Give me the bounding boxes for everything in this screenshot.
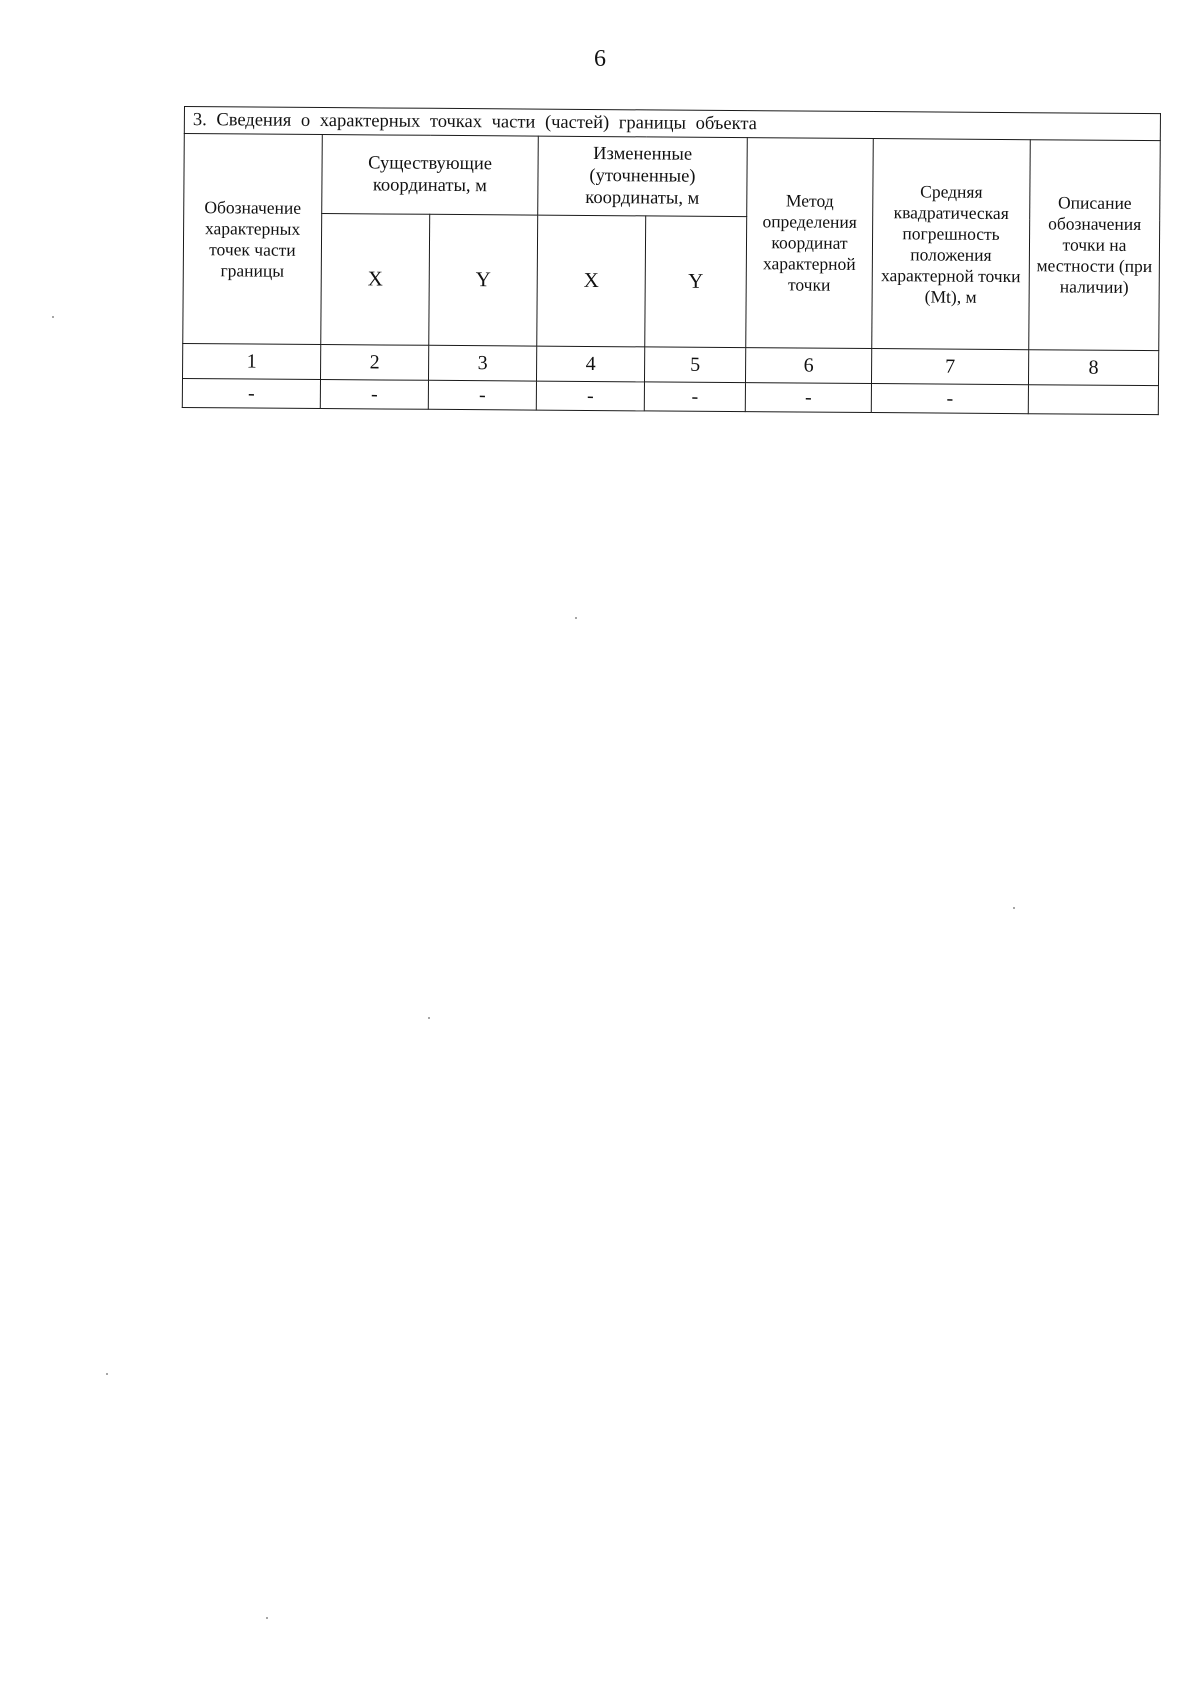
scan-speck <box>428 1017 430 1019</box>
column-number: 3 <box>428 345 536 381</box>
table-cell: - <box>745 383 871 413</box>
scan-speck <box>266 1617 268 1619</box>
table-cell: - <box>871 384 1028 414</box>
column-number: 6 <box>745 348 871 384</box>
header-existing-coordinates: Существующие координаты, м <box>322 135 539 216</box>
column-number: 1 <box>183 343 321 379</box>
table-cell <box>1028 385 1158 415</box>
header-changed-coordinates: Измененные (уточненные) координаты, м <box>538 136 748 217</box>
header-method: Метод определения координат характерной точки <box>746 138 874 349</box>
scan-speck <box>575 617 577 619</box>
table-cell: - <box>644 382 745 412</box>
table-cell: - <box>536 381 644 411</box>
scan-speck <box>106 1373 108 1375</box>
header-row <box>184 134 1161 220</box>
table-cell: - <box>182 378 320 408</box>
header-point-designation: Обозначение характерных точек части границы <box>183 134 323 345</box>
scan-speck <box>1013 907 1015 909</box>
table-cell: - <box>428 380 536 410</box>
column-number: 7 <box>871 349 1028 385</box>
header-mean-square-error: Средняя квадратическая погрешность положения характерной точки (Mt), м <box>872 139 1031 350</box>
header-existing-x: X <box>321 214 430 346</box>
table-title: 3. Сведения о характерных точках части (частей) границы объекта <box>184 107 1160 141</box>
scan-speck <box>52 316 54 318</box>
column-number: 5 <box>644 347 745 383</box>
column-number: 4 <box>536 346 644 382</box>
header-changed-y: Y <box>645 216 747 348</box>
column-number: 2 <box>320 345 428 381</box>
table-cell: - <box>320 380 428 410</box>
header-changed-x: X <box>537 215 646 347</box>
characteristic-points-table <box>182 106 1161 415</box>
header-existing-y: Y <box>429 214 538 346</box>
table-row <box>182 378 1158 414</box>
column-number: 8 <box>1028 350 1158 386</box>
header-point-description: Описание обозначения точки на местности (при наличии) <box>1029 140 1161 351</box>
page-number: 6 <box>594 46 606 72</box>
